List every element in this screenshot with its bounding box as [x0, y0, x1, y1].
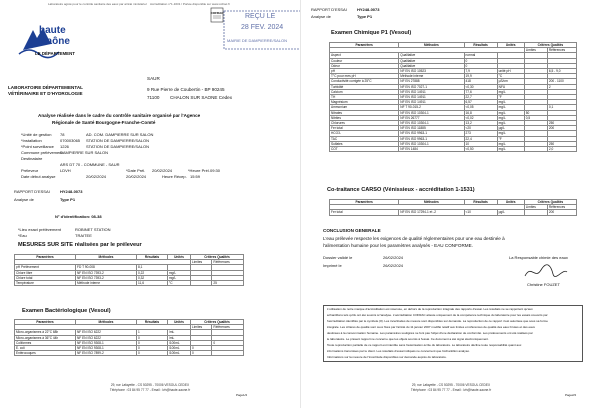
unit-cell: mg/L [168, 275, 191, 280]
result-cell: 7,9 [464, 69, 497, 74]
analysis-type-label: Analyse de [311, 14, 331, 19]
field-value: AD. COM. DAMPIERRE SUR SALON [86, 132, 154, 137]
reception-value: 20/02/2024 [126, 174, 147, 179]
result-cell: 0,22 [137, 270, 168, 275]
field-label: *Unité de gestion [21, 132, 52, 137]
conclusion-line2: l'alimentation humaine pour les paramètres analysés - EAU CONFORME. [323, 243, 473, 248]
method-cell: NF EN ISO 10304-1 [399, 121, 464, 126]
field-label: *Point surveillance [21, 144, 54, 149]
note-line: destinées à la consommation humaine. Les paramètres soulignés ne font pas l'objet d'une déclaration de conformité. Les prélèvements ont été réalisés par [327, 331, 533, 335]
ref-cell: 250 [547, 121, 576, 126]
col-header: Résultats [464, 43, 497, 48]
legal-notes-box [323, 305, 583, 362]
result-cell: 6,57 [464, 100, 497, 105]
unit-cell: µS/cm [497, 79, 524, 84]
sub-header: Limites [191, 325, 212, 330]
cofrac-text: Accréditation n°1-1631 / Portée disponible sur www.cofrac.fr [150, 2, 230, 6]
analysis-type-value: Type P1 [60, 197, 76, 202]
terrain-section-title: MESURES SUR SITE réalisées par le préleveur [18, 242, 142, 248]
col-header: Méthodes [399, 43, 464, 48]
col-header: Paramètres [330, 200, 399, 205]
unit-cell: /100mL [168, 351, 191, 356]
lieu-value: ROBINET STATION [75, 227, 111, 232]
heure-prel-value: 09:30 [210, 168, 221, 173]
qualites-label: Qualités [550, 200, 564, 204]
unit-cell: mg/L [497, 121, 524, 126]
criteres-label: Critères [537, 43, 550, 47]
method-cell: NF EN ISO 10304-1 [399, 141, 464, 146]
ref-cell: 2 [547, 84, 576, 89]
field-value: ARS DT 70 - COMMUNE - SAUR [60, 162, 120, 167]
method-cell: NF EN ISO 7027-1 [399, 84, 464, 89]
col-header: Paramètres [15, 255, 76, 260]
limit-cell [191, 281, 212, 286]
unit-cell: /100mL [168, 340, 191, 345]
method-cell: NF EN ISO 10304-1 [399, 110, 464, 115]
col-header: Paramètres [330, 43, 399, 48]
preleveur-label: Préleveur [21, 168, 39, 173]
logo-word-saone: saône [41, 36, 70, 47]
note-line: L'utilisation de notre marque d'accréditation est réservée, en dehors de la reproduction intégrale des rapports d'essai. Les résultats ne se rapportent qu'aux [327, 307, 533, 311]
result-cell: 77,6 [464, 89, 497, 94]
cotraitance-section-title: Co-traitance CARSO (Vénissieux - accréditation 1-1531) [327, 187, 475, 193]
logo-department: LE DÉPARTEMENT [35, 51, 75, 56]
ref-cell: 250 [547, 141, 576, 146]
result-cell: 0 [137, 351, 168, 356]
unit-cell: °C [497, 74, 524, 79]
method-cell: NF EN ISO 14911 [399, 89, 464, 94]
limit-cell [524, 210, 547, 215]
criteres-label: Critères [204, 320, 217, 324]
result-cell: 22,4 [464, 136, 497, 141]
sub-header: Limites [191, 260, 212, 265]
intro-line2: Régionale de Santé Bourgogne-Franche-Comté [52, 120, 156, 125]
result-cell: 0 [464, 58, 497, 63]
result-cell: 11,6 [137, 281, 168, 286]
chimique-table [329, 42, 577, 152]
identification-number: N° d'identification: 08-38 [55, 214, 102, 219]
eau-value: TRAITEE [75, 233, 92, 238]
note-line: informations transmises par le client. Les résultats d'essai indiqués ne concernent que l'échantillon analysé. [327, 349, 470, 353]
ref-cell [212, 351, 244, 356]
criteres-label: Critères [537, 200, 550, 204]
method-cell: NF EN ISO 7393-2 [76, 275, 137, 280]
result-cell: <20 [464, 126, 497, 131]
analysis-type-label: Analyse de [14, 197, 34, 202]
ref-cell: 2,0 [547, 147, 576, 152]
received-stamp [223, 10, 305, 50]
note-line: Informations sur la mesure de l'incertitude disponibles sur demande auprès du laboratoire. [327, 355, 447, 359]
limit-cell: 0,5 [524, 115, 547, 120]
result-cell: <0,30 [464, 84, 497, 89]
recep-value: 15:59 [190, 174, 201, 179]
field-label: *Installation [21, 138, 42, 143]
result-cell: 13,2 [464, 121, 497, 126]
haute-saone-logo [15, 24, 77, 68]
param-cell: Chlore total [15, 275, 76, 280]
unit-cell: mg/L [168, 270, 191, 275]
result-cell: 418 [464, 79, 497, 84]
ref-cell: 25 [212, 281, 244, 286]
svg-text:COFRAC: COFRAC [210, 11, 224, 15]
unit-cell: mg/L [497, 115, 524, 120]
result-cell: 0 [464, 63, 497, 68]
signatory-name: Christine FOUZET [527, 282, 560, 287]
note-line: intégrale. Les critères de qualité sont ceux fixés par l'arrêté du 11 janvier 2007 modifié relatif aux limites et références de qualité des eaux brutes et des eaux [327, 325, 535, 329]
result-cell: <0,50 [464, 147, 497, 152]
method-cell: NF T 90-015-2 [399, 105, 464, 110]
method-cell: NF EN ISO 9308-1 [76, 340, 137, 345]
method-cell: NF EN ISO 14911 [399, 95, 464, 100]
param-cell: E. coli [15, 346, 76, 351]
field-value: STATION DE DAMPIERRE/SALON [86, 144, 149, 149]
logo-word-haute: haute [39, 25, 66, 36]
footer-contact: Téléphone : 03 84 95 77 77 - Email : lvh@haute-saone.fr [109, 388, 191, 392]
recipient-name: SAUR [147, 76, 160, 81]
param-cell: Ammonium [330, 105, 399, 110]
date-prel-value: 20/02/2024 [152, 168, 173, 173]
field-label: Commune prélèvement [21, 150, 63, 155]
field-code: 78 [60, 132, 65, 137]
heure-prel-label: *Heure Prél. [188, 168, 210, 173]
param-cell: Nitrates [330, 110, 399, 115]
result-cell: 10 [464, 141, 497, 146]
param-cell: Chlorures [330, 121, 399, 126]
col-header: Unités [497, 200, 524, 205]
limit-cell [524, 147, 547, 152]
ref-cell: 0 [212, 340, 244, 345]
col-header: Résultats [464, 200, 497, 205]
field-code: 1226 [60, 144, 69, 149]
param-cell: Chlore libre [15, 270, 76, 275]
param-cell: TAC [330, 136, 399, 141]
param-cell: Odeur [330, 63, 399, 68]
unit-cell: NFU [497, 84, 524, 89]
result-cell: 273 [464, 131, 497, 136]
conclusion-line1: L'eau prélevée respecte les exigences de qualité réglementaires pour une eau destinée à [323, 236, 505, 241]
unit-cell: unité pH [497, 69, 524, 74]
col-header: Résultats [137, 255, 168, 260]
col-header: Unités [168, 255, 191, 260]
param-cell: Fer total [330, 210, 399, 215]
limit-cell: 50 [524, 110, 547, 115]
table-row [330, 147, 577, 152]
col-header: Méthodes [76, 255, 137, 260]
result-cell: normal [464, 53, 497, 58]
sub-header: Références [212, 325, 244, 330]
result-cell: 1 [137, 330, 168, 335]
col-header: Unités [168, 320, 191, 325]
method-cell: NF EN ISO 7899-2 [76, 351, 137, 356]
param-cell: Turbidité [330, 84, 399, 89]
param-cell: TH [330, 95, 399, 100]
method-cell: NF EN 27888 [399, 79, 464, 84]
method-cell: NF EN ISO 7393-2 [76, 270, 137, 275]
rapport-number: HY248-0073 [357, 7, 380, 12]
date-prel-label: *Date Prél. [126, 168, 146, 173]
preleveur-value: LDVH [60, 168, 71, 173]
terrain-table [14, 254, 244, 286]
unit-cell: °C [168, 281, 191, 286]
note-line: Toute reproduction partielle de ce rapport est interdite sans l'autorisation écrite du laboratoire. Le laboratoire décline toute responsabilité quant aux [327, 343, 522, 347]
ref-cell: 200 [547, 210, 576, 215]
unit-cell: mg/L [497, 141, 524, 146]
accreditation-note: Laboratoire agréé pour le contrôle sanitaire des eaux par arrêté ministériel [48, 2, 147, 6]
stamp-title: REÇU LE [245, 13, 276, 20]
field-code: 070003065 [60, 138, 81, 143]
method-cell: NF EN 1484 [399, 147, 464, 152]
method-cell: NF EN ISO 9963-1 [399, 131, 464, 136]
result-cell: 0 [137, 340, 168, 345]
field-value: STATION DE DAMPIERRE/SALON [86, 138, 149, 143]
field-value: DAMPIERRE SUR SALON [60, 150, 109, 155]
param-cell: Coliformes [15, 340, 76, 345]
param-cell: Conductivité corrigée à 25°C [330, 79, 399, 84]
sub-header: Limites [524, 48, 547, 53]
ref-cell: 200 [547, 126, 576, 131]
method-cell: NF EN ISO 10523 [399, 69, 464, 74]
footer-address: 29, rue Lafayette - CS 50295 - 70006 VESOUL CEDEX [411, 383, 491, 387]
method-cell: NF EN ISO 9963-1 [399, 136, 464, 141]
recipient-city: CHALON SUR SAONE Cedex [170, 95, 233, 100]
unit-cell: /mL [168, 330, 191, 335]
dossier-label: Dossier validé le [323, 255, 353, 260]
result-cell: 0 [137, 346, 168, 351]
param-cell: T°C pour mes pH [330, 74, 399, 79]
sub-header: Limites [524, 205, 547, 210]
note-line: échantillons tels qu'ils ont été soumis à l'analyse. L'accréditation COFRAC atteste uniquement de la compétence technique du laboratoire pour les essais couverts par [327, 313, 548, 317]
unit-cell: mg/L [497, 105, 524, 110]
col-header: Méthodes [76, 320, 137, 325]
rapport-number: HY248-0073 [60, 189, 83, 194]
sub-header: Références [547, 48, 576, 53]
unit-cell: mg/L [497, 89, 524, 94]
col-header: Résultats [137, 320, 168, 325]
table-row [330, 210, 577, 215]
unit-cell: /100mL [168, 346, 191, 351]
lab-name-line2: VÉTÉRINAIRE ET D'HYDROLOGIE [8, 91, 83, 96]
param-cell: Température [15, 281, 76, 286]
method-cell: Méthode interne [76, 281, 137, 286]
param-cell: pH [330, 69, 399, 74]
method-cell: NF EN ISO 11885 [399, 126, 464, 131]
param-cell: Calcium [330, 89, 399, 94]
unit-cell: mg/L [497, 100, 524, 105]
ref-cell: 200 - 1100 [547, 79, 576, 84]
method-cell: NF EN ISO 6222 [76, 330, 137, 335]
result-cell: 22,7 [464, 95, 497, 100]
report-page-2 [300, 0, 600, 408]
unit-cell: µg/L [497, 126, 524, 131]
result-cell: 16,8 [464, 110, 497, 115]
recep-label: Heure Récep. [162, 174, 187, 179]
stamp-date: 28 FEV. 2024 [241, 24, 284, 31]
result-cell: 19,9 [464, 74, 497, 79]
col-header: Unités [497, 43, 524, 48]
param-cell: Magnésium [330, 100, 399, 105]
lab-name-line1: LABORATOIRE DÉPARTEMENTAL [8, 85, 83, 90]
method-cell: Qualitative [399, 53, 464, 58]
method-cell: Qualitative [399, 63, 464, 68]
note-line: le laboratoire. Le présent rapport ne concerne que les objets soumis à l'essai. Ce document a été signé électroniquement. [327, 337, 489, 341]
page-number: Page2/2 [565, 393, 577, 397]
analyse-label: Date début analyse [21, 174, 56, 179]
param-cell: Nitrites [330, 115, 399, 120]
lieu-label: *Lieu exact prélèvement [18, 227, 61, 232]
result-cell: 0,32 [137, 275, 168, 280]
method-cell: NF EN ISO 17294-1 et -2 [399, 210, 464, 215]
col-header: Méthodes [399, 200, 464, 205]
criteres-label: Critères [204, 255, 217, 259]
method-cell: FD T 90-008 [76, 265, 137, 270]
table-row [15, 281, 244, 286]
limit-cell: 0 [191, 346, 212, 351]
cofrac-logo-icon [210, 7, 224, 23]
analyse-value: 20/02/2024 [86, 174, 107, 179]
method-cell: Qualitative [399, 58, 464, 63]
result-cell: <0,05 [464, 105, 497, 110]
unit-cell: mg/L [497, 131, 524, 136]
footer-address: 29, rue Lafayette - CS 50295 - 70006 VESOUL CEDEX [110, 383, 190, 387]
ref-cell: 6,5 - 9,0 [547, 69, 576, 74]
recipient-postcode: 71100 [147, 95, 160, 100]
method-cell: NF EN ISO 14911 [399, 100, 464, 105]
method-cell: Méthode interne [399, 74, 464, 79]
footer-contact: Téléphone : 03 84 95 77 77 - Email : lvh@haute-saone.fr [410, 388, 492, 392]
qualites-label: Qualités [550, 43, 564, 47]
field-label: Destinataire [21, 156, 43, 161]
param-cell: Micro-organismes à 22°C 68h [15, 330, 76, 335]
chimique-rows [330, 53, 577, 152]
param-cell: Fer total [330, 126, 399, 131]
param-cell: Aspect [330, 53, 399, 58]
chimique-section-title: Examen Chimique P1 (Vesoul) [331, 30, 412, 36]
imprime-date: 26/02/2024 [383, 263, 404, 268]
responsible-label: La Responsable chimie des eaux [509, 255, 568, 260]
intro-line1: Analyse réalisée dans le cadre du contrôle sanitaire organisé par l'Agence [38, 113, 201, 118]
param-cell: Entérocoques [15, 351, 76, 356]
result-cell: 0 [137, 335, 168, 340]
stamp-subtitle: MAIRIE DE DAMPIERRE/SALON [227, 38, 288, 43]
sub-header: Références [212, 260, 244, 265]
note-line: l'accréditation identifiés par le symbole (#). Les incertitudes de mesure sont disponibles sur demande. La reproduction de ce rapport n'est autorisée que sous sa forme [327, 319, 548, 323]
result-cell: <0,02 [464, 115, 497, 120]
param-cell: Couleur [330, 58, 399, 63]
bacterio-section-title: Examen Bactériologique (Vesoul) [22, 308, 111, 314]
limit-cell: 0 [191, 351, 212, 356]
table-row [15, 351, 244, 356]
sub-header: Références [547, 205, 576, 210]
page-number: Page1/2 [236, 393, 248, 397]
eau-label: *Eau [18, 233, 27, 238]
unit-cell: mg/L [497, 147, 524, 152]
unit-cell: µg/L [497, 210, 524, 215]
method-cell: NF EN ISO 9308-1 [76, 346, 137, 351]
method-cell: NF EN 26777 [399, 115, 464, 120]
signature-icon [523, 262, 569, 282]
result-cell: <10 [464, 210, 497, 215]
qualites-label: Qualités [217, 255, 230, 259]
param-cell: pH Prélèvement [15, 265, 76, 270]
cotraitance-table [329, 199, 577, 216]
unit-cell: °F [497, 95, 524, 100]
analysis-type-value: Type P1 [357, 14, 373, 19]
unit-cell: /mL [168, 335, 191, 340]
qualites-label: Qualités [217, 320, 230, 324]
ref-cell: 0,1 [547, 105, 576, 110]
result-cell: 8,1 [137, 265, 168, 270]
bacterio-table [14, 319, 244, 356]
imprime-label: Imprimé le [323, 263, 342, 268]
col-header: Paramètres [15, 320, 76, 325]
recipient-street: 9 Rue Pierre de Coubertin - BP 90245 [147, 87, 225, 92]
param-cell: COT [330, 147, 399, 152]
rapport-label: RAPPORT D'ESSAI [14, 189, 50, 194]
unit-cell: mg/L [497, 110, 524, 115]
conclusion-title: CONCLUSION GENERALE [323, 228, 381, 233]
param-cell: HCO3- [330, 131, 399, 136]
param-cell: Sulfates [330, 141, 399, 146]
dossier-date: 26/02/2024 [383, 255, 404, 260]
rapport-label: RAPPORT D'ESSAI [311, 7, 347, 12]
unit-cell: °F [497, 136, 524, 141]
param-cell: Micro-organismes à 36°C 44h [15, 335, 76, 340]
method-cell: NF EN ISO 6222 [76, 335, 137, 340]
